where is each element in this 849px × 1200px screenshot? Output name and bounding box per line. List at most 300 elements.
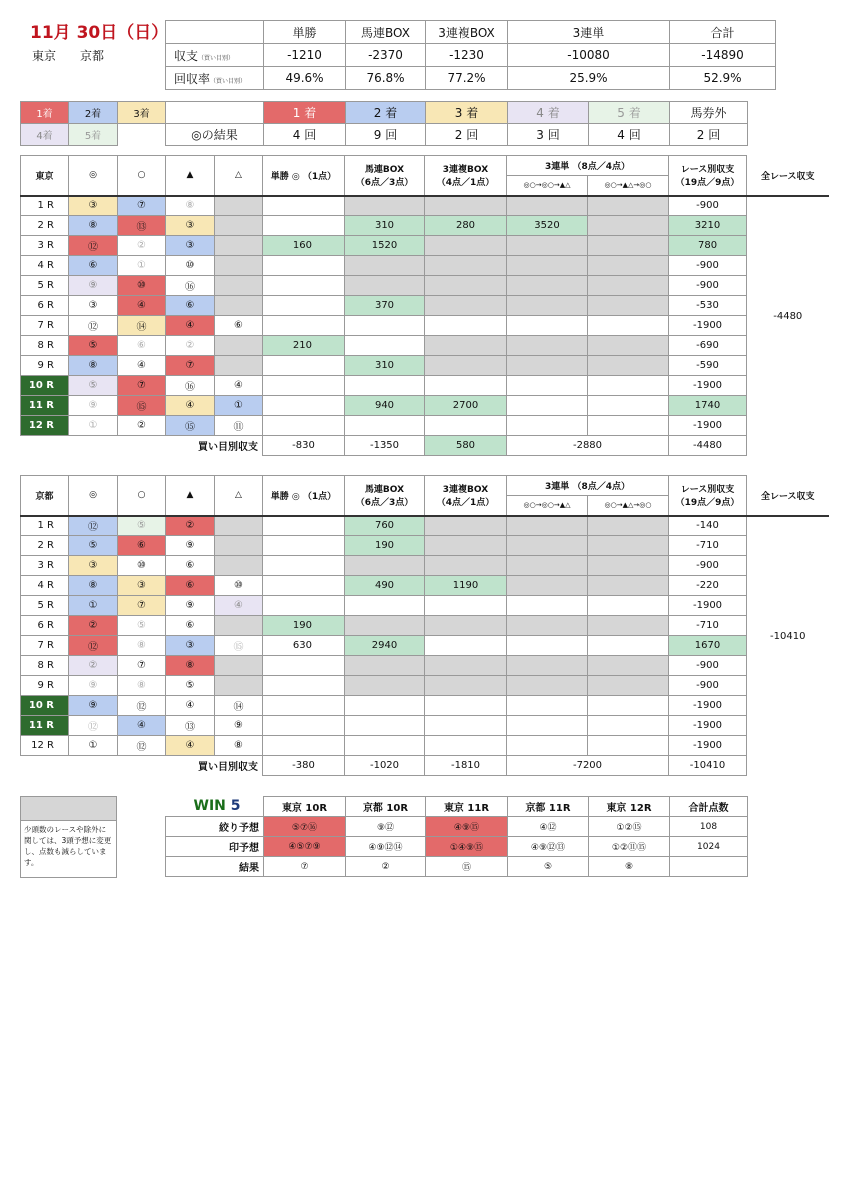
mark-cell: ② bbox=[166, 336, 215, 356]
race-label: 4 R bbox=[21, 256, 69, 276]
win5-cell: ①②⑮ bbox=[589, 817, 670, 837]
mark-cell bbox=[215, 276, 263, 296]
win5-cell: ④⑨⑮ bbox=[426, 817, 508, 837]
finish-table bbox=[165, 101, 748, 146]
mark-cell: ③ bbox=[69, 296, 118, 316]
finish-header-4: 4 着 bbox=[508, 102, 589, 124]
finish-value: 4 回 bbox=[589, 124, 670, 146]
race-total-cell: -900 bbox=[669, 556, 747, 576]
race-total-cell: -900 bbox=[669, 656, 747, 676]
tansho-header: 単勝 ◎ （1点） bbox=[263, 476, 345, 516]
mark-cell: ② bbox=[118, 416, 166, 436]
umaren-cell bbox=[345, 556, 425, 576]
mark-cell bbox=[215, 616, 263, 636]
race-label: 10 R bbox=[21, 376, 69, 396]
umaren-cell bbox=[345, 676, 425, 696]
total-umaren: -1020 bbox=[345, 756, 425, 776]
summary-cell: -1210 bbox=[264, 44, 346, 67]
table-row bbox=[21, 356, 829, 376]
win5-header: 京都 10R bbox=[346, 797, 426, 817]
race-total-cell: -710 bbox=[669, 536, 747, 556]
umaren-cell bbox=[345, 736, 425, 756]
sanrenpuku-title: 3連複BOX bbox=[442, 165, 489, 176]
summary-cell: -10080 bbox=[508, 44, 670, 67]
race-label: 6 R bbox=[21, 616, 69, 636]
race-total-cell: -1900 bbox=[669, 716, 747, 736]
mark-cell: ⑨ bbox=[69, 396, 118, 416]
umaren-cell bbox=[345, 696, 425, 716]
tansho-cell: 190 bbox=[263, 616, 345, 636]
win5-cell: ①②⑪⑮ bbox=[589, 837, 670, 857]
mark-cell: ⑬ bbox=[118, 216, 166, 236]
all-total-header: 全レース収支 bbox=[747, 476, 829, 516]
table-row bbox=[21, 576, 829, 596]
race-label: 7 R bbox=[21, 636, 69, 656]
mark-header: ○ bbox=[118, 476, 166, 516]
race-total-cell: -1900 bbox=[669, 416, 747, 436]
umaren-cell: 370 bbox=[345, 296, 425, 316]
sanrentan-cell bbox=[588, 196, 669, 216]
total-label: 買い目別収支 bbox=[198, 442, 258, 454]
tansho-cell bbox=[263, 516, 345, 536]
table-row bbox=[21, 616, 829, 636]
summary-header: 3連複BOX bbox=[426, 21, 508, 44]
sanrenpuku-cell: 2700 bbox=[425, 396, 507, 416]
win5-cell: 108 bbox=[670, 817, 748, 837]
total-blank bbox=[747, 436, 829, 456]
mark-cell bbox=[215, 196, 263, 216]
sanrenpuku-cell bbox=[425, 276, 507, 296]
win5-cell: ⑤ bbox=[508, 857, 589, 877]
race-label: 4 R bbox=[21, 576, 69, 596]
venue-header: 東京 bbox=[21, 156, 69, 196]
sanrentan-cell bbox=[588, 336, 669, 356]
all-total-header: 全レース収支 bbox=[747, 156, 829, 196]
table-row bbox=[21, 336, 829, 356]
win5-cell: ④⑤⑦⑨ bbox=[264, 837, 346, 857]
sanrentan-cell bbox=[507, 556, 588, 576]
race-total-cell: 1740 bbox=[669, 396, 747, 416]
sanrentan-cell bbox=[507, 616, 588, 636]
sanrentan-cell bbox=[588, 276, 669, 296]
mark-cell: ⑥ bbox=[69, 256, 118, 276]
mark-cell: ④ bbox=[215, 376, 263, 396]
race-label: 9 R bbox=[21, 356, 69, 376]
umaren-cell: 490 bbox=[345, 576, 425, 596]
mark-cell: ③ bbox=[118, 576, 166, 596]
mark-cell: ② bbox=[118, 236, 166, 256]
race-label: 5 R bbox=[21, 596, 69, 616]
mark-cell: ⑥ bbox=[118, 336, 166, 356]
win5-cell: ⑮ bbox=[426, 857, 508, 877]
mark-header: ▲ bbox=[166, 476, 215, 516]
win5-header: 東京 10R bbox=[264, 797, 346, 817]
sanrentan-cell bbox=[507, 696, 588, 716]
label-note: （買い目別） bbox=[210, 77, 247, 85]
race-label: 8 R bbox=[21, 336, 69, 356]
win5-title-num: 5 bbox=[230, 798, 241, 815]
win5-row-label: 絞り予想 bbox=[166, 817, 264, 837]
legend-first: 1着 bbox=[21, 102, 69, 124]
total-sanrenpuku: 580 bbox=[425, 436, 507, 456]
sanrentan-cell bbox=[588, 576, 669, 596]
summary-header: 馬連BOX bbox=[346, 21, 426, 44]
venue-kyoto: 京都 bbox=[80, 49, 105, 63]
sanrenpuku-cell bbox=[425, 416, 507, 436]
race-total-cell: 1670 bbox=[669, 636, 747, 656]
sanrentan-cell: 3520 bbox=[507, 216, 588, 236]
sanrenpuku-cell bbox=[425, 656, 507, 676]
umaren-header bbox=[345, 156, 425, 196]
summary-table bbox=[165, 20, 776, 90]
summary-cell: -14890 bbox=[670, 44, 776, 67]
sanrentan-cell bbox=[507, 356, 588, 376]
race-total-header bbox=[669, 476, 747, 516]
race-total-sub: （19点／9点） bbox=[675, 498, 740, 509]
race-total-cell: -900 bbox=[669, 196, 747, 216]
mark-cell: ⑫ bbox=[118, 736, 166, 756]
mark-cell: ④ bbox=[166, 736, 215, 756]
win5-header: 京都 11R bbox=[508, 797, 589, 817]
sanrenpuku-sub: （4点／1点） bbox=[436, 178, 495, 189]
page-title: 11月 30日（日） bbox=[30, 23, 169, 43]
sanrentan-cell bbox=[588, 256, 669, 276]
race-label: 10 R bbox=[21, 696, 69, 716]
tansho-cell bbox=[263, 196, 345, 216]
finish-value: 9 回 bbox=[346, 124, 426, 146]
umaren-cell: 2940 bbox=[345, 636, 425, 656]
sanrentan-cell bbox=[507, 656, 588, 676]
sanrentan-cell bbox=[588, 316, 669, 336]
tansho-header: 単勝 ◎ （1点） bbox=[263, 156, 345, 196]
mark-cell: ⑧ bbox=[69, 216, 118, 236]
sanrenpuku-cell bbox=[425, 536, 507, 556]
mark-header: ○ bbox=[118, 156, 166, 196]
mark-cell: ⑨ bbox=[69, 696, 118, 716]
umaren-cell bbox=[345, 276, 425, 296]
mark-cell: ⑤ bbox=[166, 676, 215, 696]
race-total-sub: （19点／9点） bbox=[675, 178, 740, 189]
win5-title-win: WIN bbox=[193, 798, 226, 815]
umaren-title: 馬連BOX bbox=[364, 485, 405, 496]
sanrenpuku-cell bbox=[425, 676, 507, 696]
sanrentan-cell bbox=[588, 376, 669, 396]
umaren-header bbox=[345, 476, 425, 516]
tansho-cell bbox=[263, 256, 345, 276]
sanrenpuku-cell bbox=[425, 736, 507, 756]
mark-cell: ④ bbox=[166, 696, 215, 716]
sanrentan-cell bbox=[588, 656, 669, 676]
mark-cell: ② bbox=[166, 516, 215, 536]
win5-header: 合計点数 bbox=[670, 797, 748, 817]
sanrentan-cell bbox=[507, 296, 588, 316]
sanrentan-sub-header: ◎○→▲△→◎○ bbox=[588, 496, 669, 516]
sanrentan-cell bbox=[507, 416, 588, 436]
umaren-cell bbox=[345, 196, 425, 216]
sanrentan-cell bbox=[507, 336, 588, 356]
race-total-cell: -1900 bbox=[669, 736, 747, 756]
kyoto-race-table bbox=[20, 475, 829, 776]
table-row bbox=[21, 376, 829, 396]
mark-cell: ⑫ bbox=[69, 516, 118, 536]
race-label: 9 R bbox=[21, 676, 69, 696]
mark-cell bbox=[215, 356, 263, 376]
mark-cell: ⑥ bbox=[118, 536, 166, 556]
tansho-cell bbox=[263, 676, 345, 696]
win5-cell: 1024 bbox=[670, 837, 748, 857]
mark-cell: ④ bbox=[118, 716, 166, 736]
sanrentan-cell bbox=[588, 396, 669, 416]
mark-cell: ② bbox=[69, 656, 118, 676]
race-total-cell: -900 bbox=[669, 256, 747, 276]
note-box bbox=[20, 796, 117, 878]
sanrenpuku-cell: 280 bbox=[425, 216, 507, 236]
win5-cell: ①④⑨⑮ bbox=[426, 837, 508, 857]
mark-cell: ⑯ bbox=[166, 376, 215, 396]
mark-cell: ① bbox=[69, 596, 118, 616]
venue-header: 京都 bbox=[21, 476, 69, 516]
mark-cell: ⑨ bbox=[69, 276, 118, 296]
mark-cell: ③ bbox=[69, 556, 118, 576]
mark-cell bbox=[215, 536, 263, 556]
finish-value: 4 回 bbox=[264, 124, 346, 146]
mark-cell: ⑤ bbox=[69, 376, 118, 396]
sanrentan-cell bbox=[588, 536, 669, 556]
sanrentan-cell bbox=[588, 416, 669, 436]
table-row bbox=[21, 516, 829, 536]
umaren-cell bbox=[345, 416, 425, 436]
venue-list bbox=[32, 47, 128, 64]
venue-tokyo: 東京 bbox=[32, 49, 57, 63]
table-row bbox=[21, 676, 829, 696]
total-race: -4480 bbox=[669, 436, 747, 456]
race-total-cell: -1900 bbox=[669, 316, 747, 336]
finish-header-5: 5 着 bbox=[589, 102, 670, 124]
summary-cell: 52.9% bbox=[670, 67, 776, 90]
mark-cell bbox=[215, 256, 263, 276]
mark-header: △ bbox=[215, 156, 263, 196]
sanrentan-cell bbox=[507, 736, 588, 756]
sanrentan-cell bbox=[507, 716, 588, 736]
tansho-cell bbox=[263, 396, 345, 416]
tansho-cell bbox=[263, 356, 345, 376]
sanrentan-cell bbox=[588, 736, 669, 756]
win5-header: 東京 12R bbox=[589, 797, 670, 817]
legend-fourth: 4着 bbox=[21, 124, 69, 146]
table-row bbox=[21, 296, 829, 316]
mark-cell: ⑫ bbox=[69, 316, 118, 336]
mark-cell: ⑮ bbox=[118, 396, 166, 416]
tansho-cell: 210 bbox=[263, 336, 345, 356]
sanrentan-cell bbox=[507, 256, 588, 276]
race-label: 11 R bbox=[21, 396, 69, 416]
mark-cell: ① bbox=[69, 736, 118, 756]
table-row bbox=[21, 276, 829, 296]
sanrentan-cell bbox=[507, 636, 588, 656]
umaren-cell: 310 bbox=[345, 356, 425, 376]
sanrentan-cell bbox=[588, 556, 669, 576]
tansho-cell bbox=[263, 696, 345, 716]
race-total-cell: -530 bbox=[669, 296, 747, 316]
race-total-cell: -1900 bbox=[669, 596, 747, 616]
mark-cell bbox=[215, 656, 263, 676]
mark-cell: ⑧ bbox=[166, 656, 215, 676]
mark-cell: ⑬ bbox=[166, 716, 215, 736]
tansho-cell bbox=[263, 656, 345, 676]
tokyo-race-table bbox=[20, 155, 829, 456]
race-total-cell: -140 bbox=[669, 516, 747, 536]
sanrentan-header: 3連単 （8点／4点） bbox=[507, 156, 669, 176]
tansho-cell bbox=[263, 716, 345, 736]
total-tansho: -830 bbox=[263, 436, 345, 456]
race-label: 1 R bbox=[21, 516, 69, 536]
race-total-cell: -590 bbox=[669, 356, 747, 376]
tansho-cell: 630 bbox=[263, 636, 345, 656]
sanrentan-cell bbox=[507, 376, 588, 396]
sanrentan-cell bbox=[588, 296, 669, 316]
summary-cell: 77.2% bbox=[426, 67, 508, 90]
race-total-cell: 3210 bbox=[669, 216, 747, 236]
all-total-cell: -10410 bbox=[770, 630, 806, 642]
sanrentan-cell bbox=[588, 596, 669, 616]
race-total-cell: -710 bbox=[669, 616, 747, 636]
summary-cell: 25.9% bbox=[508, 67, 670, 90]
umaren-cell: 190 bbox=[345, 536, 425, 556]
race-total-cell: 780 bbox=[669, 236, 747, 256]
table-row bbox=[21, 636, 829, 656]
sanrentan-cell bbox=[588, 356, 669, 376]
sanrenpuku-header bbox=[425, 156, 507, 196]
mark-cell: ④ bbox=[215, 596, 263, 616]
finish-corner bbox=[166, 102, 264, 124]
win5-cell: ⑤⑦⑯ bbox=[264, 817, 346, 837]
win5-header: 東京 11R bbox=[426, 797, 508, 817]
total-blank bbox=[747, 756, 829, 776]
mark-cell: ⑨ bbox=[166, 596, 215, 616]
mark-cell: ⑦ bbox=[166, 356, 215, 376]
summary-header: 合計 bbox=[670, 21, 776, 44]
mark-cell: ⑤ bbox=[118, 516, 166, 536]
mark-cell: ③ bbox=[166, 236, 215, 256]
race-total-title: レース別収支 bbox=[680, 165, 735, 176]
win5-table bbox=[165, 796, 748, 877]
win5-cell: ④⑨⑫⑭ bbox=[346, 837, 426, 857]
tansho-cell bbox=[263, 576, 345, 596]
mark-cell bbox=[215, 296, 263, 316]
mark-cell bbox=[215, 336, 263, 356]
summary-cell: 76.8% bbox=[346, 67, 426, 90]
legend-fifth: 5着 bbox=[69, 124, 118, 146]
mark-cell: ③ bbox=[69, 196, 118, 216]
mark-cell: ⑨ bbox=[166, 536, 215, 556]
table-row bbox=[21, 536, 829, 556]
sanrentan-header: 3連単 （8点／4点） bbox=[507, 476, 669, 496]
mark-cell: ⑫ bbox=[69, 236, 118, 256]
tansho-cell bbox=[263, 736, 345, 756]
mark-cell: ⑩ bbox=[166, 256, 215, 276]
finish-label: ◎の結果 bbox=[166, 124, 264, 146]
race-label: 2 R bbox=[21, 216, 69, 236]
sanrenpuku-cell bbox=[425, 196, 507, 216]
sanrenpuku-cell bbox=[425, 696, 507, 716]
summary-row-label bbox=[166, 44, 264, 67]
mark-cell: ① bbox=[215, 396, 263, 416]
win5-cell: ⑧ bbox=[589, 857, 670, 877]
mark-cell: ⑩ bbox=[215, 576, 263, 596]
race-total-header bbox=[669, 156, 747, 196]
race-label: 12 R bbox=[21, 736, 69, 756]
sanrenpuku-cell bbox=[425, 296, 507, 316]
mark-cell bbox=[215, 556, 263, 576]
sanrenpuku-cell bbox=[425, 716, 507, 736]
sanrenpuku-cell bbox=[425, 316, 507, 336]
win5-row-label: 印予想 bbox=[166, 837, 264, 857]
summary-header: 単勝 bbox=[264, 21, 346, 44]
sanrenpuku-cell bbox=[425, 516, 507, 536]
table-row bbox=[21, 196, 829, 216]
summary-cell: -1230 bbox=[426, 44, 508, 67]
sanrentan-cell bbox=[507, 236, 588, 256]
mark-cell: ⑫ bbox=[69, 716, 118, 736]
mark-cell: ⑥ bbox=[166, 616, 215, 636]
sanrentan-cell bbox=[507, 576, 588, 596]
finish-header-out: 馬券外 bbox=[670, 102, 748, 124]
mark-cell: ④ bbox=[118, 296, 166, 316]
table-row bbox=[21, 396, 829, 416]
sanrentan-cell bbox=[588, 636, 669, 656]
sanrenpuku-cell bbox=[425, 236, 507, 256]
umaren-cell bbox=[345, 316, 425, 336]
tansho-cell bbox=[263, 296, 345, 316]
mark-cell: ③ bbox=[166, 636, 215, 656]
table-row bbox=[21, 556, 829, 576]
mark-header: ◎ bbox=[69, 156, 118, 196]
race-label: 3 R bbox=[21, 556, 69, 576]
total-sanrenpuku: -1810 bbox=[425, 756, 507, 776]
mark-header: ▲ bbox=[166, 156, 215, 196]
sanrentan-cell bbox=[588, 236, 669, 256]
race-total-cell: -1900 bbox=[669, 696, 747, 716]
umaren-cell: 940 bbox=[345, 396, 425, 416]
mark-cell: ④ bbox=[166, 396, 215, 416]
umaren-cell bbox=[345, 256, 425, 276]
label-text: 収支 bbox=[174, 48, 199, 63]
tansho-cell bbox=[263, 556, 345, 576]
table-row bbox=[21, 696, 829, 716]
mark-cell: ⑦ bbox=[118, 376, 166, 396]
race-label: 8 R bbox=[21, 656, 69, 676]
umaren-cell bbox=[345, 376, 425, 396]
mark-cell: ⑤ bbox=[69, 336, 118, 356]
sanrentan-cell bbox=[588, 676, 669, 696]
sanrenpuku-sub: （4点／1点） bbox=[436, 498, 495, 509]
mark-cell bbox=[215, 676, 263, 696]
win5-cell: ⑨⑫ bbox=[346, 817, 426, 837]
sanrentan-cell bbox=[588, 516, 669, 536]
umaren-cell bbox=[345, 716, 425, 736]
mark-cell: ⑨ bbox=[215, 716, 263, 736]
table-row bbox=[21, 256, 829, 276]
umaren-cell: 1520 bbox=[345, 236, 425, 256]
mark-cell: ① bbox=[118, 256, 166, 276]
sanrentan-cell bbox=[507, 536, 588, 556]
sanrenpuku-cell bbox=[425, 256, 507, 276]
mark-cell: ⑯ bbox=[166, 276, 215, 296]
sanrentan-cell bbox=[507, 676, 588, 696]
race-label: 3 R bbox=[21, 236, 69, 256]
mark-header: △ bbox=[215, 476, 263, 516]
summary-cell: -2370 bbox=[346, 44, 426, 67]
